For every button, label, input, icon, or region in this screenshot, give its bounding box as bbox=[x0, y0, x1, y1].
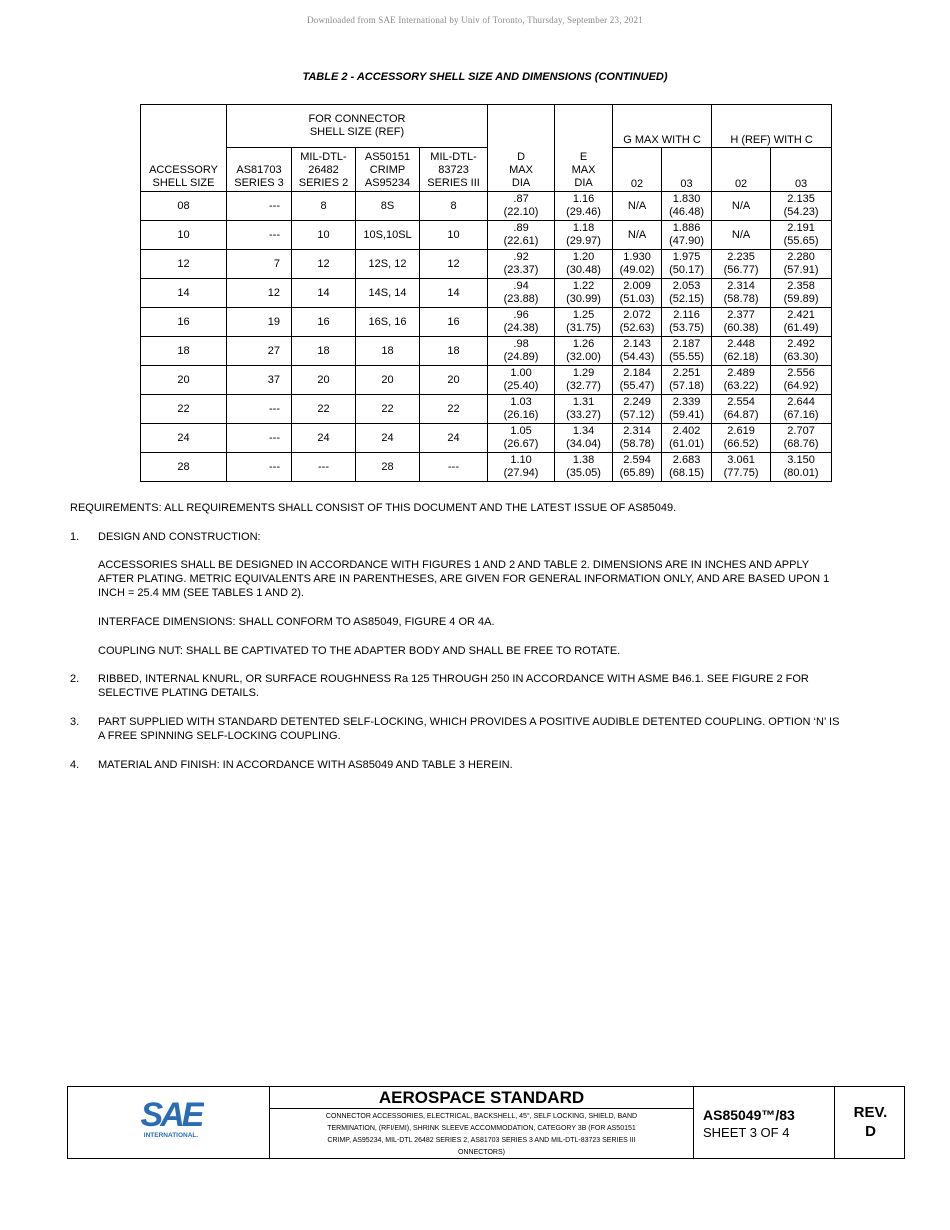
note-4-number: 4. bbox=[70, 759, 80, 771]
header-h02: 02 bbox=[712, 148, 771, 192]
table-cell: 2.009 (51.03) bbox=[613, 279, 662, 308]
table-cell: 1.886 (47.90) bbox=[662, 221, 712, 250]
table-cell: N/A bbox=[712, 221, 771, 250]
table-cell: 1.31 (33.27) bbox=[555, 395, 613, 424]
download-watermark: Downloaded from SAE International by Univ of Toronto, Thursday, September 23, 2021 bbox=[307, 15, 643, 25]
table-cell: 8S bbox=[356, 192, 420, 221]
table-cell: 7 bbox=[227, 250, 292, 279]
table-cell: 16S, 16 bbox=[356, 308, 420, 337]
sae-logo-icon bbox=[138, 1096, 204, 1140]
table-row bbox=[141, 366, 832, 395]
table-cell: --- bbox=[227, 221, 292, 250]
revision-cell bbox=[835, 1087, 906, 1158]
table-cell: 2.492 (63.30) bbox=[771, 337, 832, 366]
table-cell: 1.29 (32.77) bbox=[555, 366, 613, 395]
table-cell: .87 (22.10) bbox=[488, 192, 555, 221]
table-cell: 16 bbox=[420, 308, 488, 337]
document-number-cell bbox=[694, 1087, 835, 1158]
header-d-max: D MAX DIA bbox=[488, 105, 555, 192]
header-g-max: G MAX WITH C bbox=[613, 105, 712, 148]
table-cell: 19 bbox=[227, 308, 292, 337]
table-cell: 3.061 (77.75) bbox=[712, 453, 771, 482]
table-cell: 18 bbox=[141, 337, 227, 366]
header-e-max: E MAX DIA bbox=[555, 105, 613, 192]
table-body bbox=[141, 192, 832, 482]
table-cell: 2.314 (58.78) bbox=[613, 424, 662, 453]
table-row bbox=[141, 279, 832, 308]
note-2-text: RIBBED, INTERNAL KNURL, OR SURFACE ROUGHNESS Ra 125 THROUGH 250 IN ACCORDANCE WITH ASME B46.1. SEE FIGURE 2 FOR SELECTIVE PLATING DETAILS. bbox=[98, 673, 809, 699]
header-g03: 03 bbox=[662, 148, 712, 192]
table-cell: 37 bbox=[227, 366, 292, 395]
table-cell: 20 bbox=[420, 366, 488, 395]
table-cell: 1.34 (34.04) bbox=[555, 424, 613, 453]
table-cell: 1.18 (29.97) bbox=[555, 221, 613, 250]
table-cell: 27 bbox=[227, 337, 292, 366]
table-cell: 22 bbox=[356, 395, 420, 424]
table-cell: 2.053 (52.15) bbox=[662, 279, 712, 308]
note-3-text: PART SUPPLIED WITH STANDARD DETENTED SELF-LOCKING, WHICH PROVIDES A POSITIVE AUDIBLE DETENTED COUPLING. OPTION ‘N’ IS A FREE SPINNING SELF-LOCKING COUPLING. bbox=[98, 716, 840, 742]
table-row bbox=[141, 453, 832, 482]
note-3-number: 3. bbox=[70, 716, 80, 728]
table-cell: 1.22 (30.99) bbox=[555, 279, 613, 308]
table-cell: .92 (23.37) bbox=[488, 250, 555, 279]
document-number: AS85049™/83 bbox=[703, 1107, 795, 1123]
table-cell: 1.38 (35.05) bbox=[555, 453, 613, 482]
table-cell: 24 bbox=[292, 424, 356, 453]
table-cell: 2.377 (60.38) bbox=[712, 308, 771, 337]
table-cell: 2.707 (68.76) bbox=[771, 424, 832, 453]
note-2-number: 2. bbox=[70, 673, 80, 685]
note-1-title: DESIGN AND CONSTRUCTION: bbox=[98, 531, 261, 543]
table-cell: 28 bbox=[356, 453, 420, 482]
table-cell: 16 bbox=[141, 308, 227, 337]
note-4-text: MATERIAL AND FINISH: IN ACCORDANCE WITH AS85049 AND TABLE 3 HEREIN. bbox=[98, 759, 513, 771]
table-cell: --- bbox=[227, 453, 292, 482]
table-row bbox=[141, 337, 832, 366]
table-cell: 1.05 (26.67) bbox=[488, 424, 555, 453]
table-cell: 2.402 (61.01) bbox=[662, 424, 712, 453]
header-accessory-shell-size: ACCESSORY SHELL SIZE bbox=[141, 105, 227, 192]
table-cell: 22 bbox=[141, 395, 227, 424]
table-cell: .96 (24.38) bbox=[488, 308, 555, 337]
table-cell: 1.26 (32.00) bbox=[555, 337, 613, 366]
table-cell: 18 bbox=[292, 337, 356, 366]
table-cell: 2.184 (55.47) bbox=[613, 366, 662, 395]
header-for-connector: FOR CONNECTOR SHELL SIZE (REF) bbox=[227, 105, 488, 148]
table-cell: N/A bbox=[613, 192, 662, 221]
revision bbox=[835, 1103, 906, 1141]
table-cell: 20 bbox=[141, 366, 227, 395]
table-cell: 2.554 (64.87) bbox=[712, 395, 771, 424]
standard-description: CONNECTOR ACCESSORIES, ELECTRICAL, BACKSHELL, 45°, SELF LOCKING, SHIELD, BAND TERMINATION, (RFI/EMI), SHRINK SLEEVE ACCOMMODATION, CATEGORY 3B (FOR AS50151 CRIMP, AS95234, MIL-DTL 26482 SERIES 2, AS81703 SERIES 3 AND MIL-DTL-83723 SERIES III ONNECTORS) bbox=[325, 1113, 638, 1156]
table-cell: 2.251 (57.18) bbox=[662, 366, 712, 395]
requirements-text: REQUIREMENTS: ALL REQUIREMENTS SHALL CONSIST OF THIS DOCUMENT AND THE LATEST ISSUE OF AS85049. bbox=[70, 502, 677, 514]
table-cell: 10 bbox=[420, 221, 488, 250]
table-cell: 1.830 (46.48) bbox=[662, 192, 712, 221]
note-1-p2-text: INTERFACE DIMENSIONS: SHALL CONFORM TO AS85049, FIGURE 4 OR 4A. bbox=[98, 616, 495, 628]
table-title: TABLE 2 - ACCESSORY SHELL SIZE AND DIMENSIONS (CONTINUED) bbox=[302, 71, 668, 83]
table-cell: 1.975 (50.17) bbox=[662, 250, 712, 279]
table-cell: 12 bbox=[292, 250, 356, 279]
table-cell: 2.683 (68.15) bbox=[662, 453, 712, 482]
table-cell: 22 bbox=[420, 395, 488, 424]
table-cell: 18 bbox=[420, 337, 488, 366]
table-cell: 2.644 (67.16) bbox=[771, 395, 832, 424]
requirements-statement bbox=[70, 501, 860, 515]
table-cell: 14 bbox=[420, 279, 488, 308]
table-cell: --- bbox=[227, 395, 292, 424]
table-cell: 2.489 (63.22) bbox=[712, 366, 771, 395]
table-row bbox=[141, 221, 832, 250]
sae-logo-subtitle: INTERNATIONAL. bbox=[143, 1132, 199, 1139]
table-cell: 20 bbox=[292, 366, 356, 395]
standard-heading: AEROSPACE STANDARD bbox=[270, 1087, 693, 1109]
header-h-ref: H (REF) WITH C bbox=[712, 105, 832, 148]
table-row bbox=[141, 250, 832, 279]
table-cell: 14 bbox=[292, 279, 356, 308]
revision-value: D bbox=[865, 1123, 876, 1140]
table-cell: 1.20 (30.48) bbox=[555, 250, 613, 279]
table-cell: .89 (22.61) bbox=[488, 221, 555, 250]
table-cell: 2.280 (57.91) bbox=[771, 250, 832, 279]
table-cell: 10 bbox=[292, 221, 356, 250]
table-cell: 1.25 (31.75) bbox=[555, 308, 613, 337]
header-as81703: AS81703 SERIES 3 bbox=[227, 148, 292, 192]
note-1-p3-text: COUPLING NUT: SHALL BE CAPTIVATED TO THE ADAPTER BODY AND SHALL BE FREE TO ROTATE. bbox=[98, 645, 621, 657]
table-cell: 14 bbox=[141, 279, 227, 308]
table-cell: 2.191 (55.65) bbox=[771, 221, 832, 250]
title-block bbox=[67, 1086, 905, 1159]
table-cell: 1.10 (27.94) bbox=[488, 453, 555, 482]
table-cell: 2.143 (54.43) bbox=[613, 337, 662, 366]
table-cell: .94 (23.88) bbox=[488, 279, 555, 308]
table-row bbox=[141, 395, 832, 424]
table-cell: 16 bbox=[292, 308, 356, 337]
table-cell: 12S, 12 bbox=[356, 250, 420, 279]
table-cell: N/A bbox=[613, 221, 662, 250]
table-row bbox=[141, 424, 832, 453]
table-cell: 24 bbox=[141, 424, 227, 453]
table-cell: 2.339 (59.41) bbox=[662, 395, 712, 424]
note-1-number: 1. bbox=[70, 531, 80, 543]
header-g02: 02 bbox=[613, 148, 662, 192]
table-cell: 2.556 (64.92) bbox=[771, 366, 832, 395]
table-cell: --- bbox=[420, 453, 488, 482]
table-cell: 8 bbox=[292, 192, 356, 221]
revision-label: REV. bbox=[853, 1104, 888, 1121]
table-cell: 18 bbox=[356, 337, 420, 366]
table-cell: N/A bbox=[712, 192, 771, 221]
table-cell: 2.448 (62.18) bbox=[712, 337, 771, 366]
table-cell: 20 bbox=[356, 366, 420, 395]
table-cell: --- bbox=[227, 424, 292, 453]
table-cell: 24 bbox=[420, 424, 488, 453]
table-cell: --- bbox=[227, 192, 292, 221]
table-cell: 2.249 (57.12) bbox=[613, 395, 662, 424]
table-cell: 2.187 (55.55) bbox=[662, 337, 712, 366]
table-cell: 10S,10SL bbox=[356, 221, 420, 250]
table-cell: 1.03 (26.16) bbox=[488, 395, 555, 424]
header-mil-83723: MIL-DTL-83723 SERIES III bbox=[420, 148, 488, 192]
table-cell: --- bbox=[292, 453, 356, 482]
table-cell: 1.16 (29.46) bbox=[555, 192, 613, 221]
table-cell: 2.358 (59.89) bbox=[771, 279, 832, 308]
table-row bbox=[141, 308, 832, 337]
sheet-number: SHEET 3 OF 4 bbox=[703, 1125, 790, 1140]
table-cell: 2.619 (66.52) bbox=[712, 424, 771, 453]
table-cell: 2.135 (54.23) bbox=[771, 192, 832, 221]
table-cell: 1.00 (25.40) bbox=[488, 366, 555, 395]
title-cell bbox=[270, 1087, 694, 1158]
table-cell: 2.594 (65.89) bbox=[613, 453, 662, 482]
table-cell: 12 bbox=[227, 279, 292, 308]
table-cell: 2.314 (58.78) bbox=[712, 279, 771, 308]
table-cell: 1.930 (49.02) bbox=[613, 250, 662, 279]
dimensions-table bbox=[140, 104, 832, 482]
table-cell: 22 bbox=[292, 395, 356, 424]
table-cell: 10 bbox=[141, 221, 227, 250]
header-mil-26482: MIL-DTL-26482 SERIES 2 bbox=[292, 148, 356, 192]
table-row bbox=[141, 192, 832, 221]
table-cell: 2.235 (56.77) bbox=[712, 250, 771, 279]
table-cell: 2.116 (53.75) bbox=[662, 308, 712, 337]
header-as50151: AS50151 CRIMP AS95234 bbox=[356, 148, 420, 192]
table-cell: 3.150 (80.01) bbox=[771, 453, 832, 482]
table-cell: 14S, 14 bbox=[356, 279, 420, 308]
table-cell: 08 bbox=[141, 192, 227, 221]
table-cell: 2.421 (61.49) bbox=[771, 308, 832, 337]
header-h03: 03 bbox=[771, 148, 832, 192]
table-cell: 12 bbox=[420, 250, 488, 279]
table-cell: 24 bbox=[356, 424, 420, 453]
table-cell: .98 (24.89) bbox=[488, 337, 555, 366]
logo-cell bbox=[68, 1087, 270, 1158]
table-cell: 8 bbox=[420, 192, 488, 221]
note-1-p1-text: ACCESSORIES SHALL BE DESIGNED IN ACCORDANCE WITH FIGURES 1 AND 2 AND TABLE 2. DIMENSIONS ARE IN INCHES AND APPLY AFTER PLATING. METRIC EQUIVALENTS ARE IN PARENTHESES, ARE GIVEN FOR GENERAL INFORMATION ONLY, AND ARE BASED UPON 1 INCH = 25.4 MM (SEE TABLES 1 AND 2). bbox=[98, 559, 830, 599]
table-cell: 2.072 (52.63) bbox=[613, 308, 662, 337]
sae-logo-mark: SAE bbox=[140, 1096, 202, 1134]
table-cell: 28 bbox=[141, 453, 227, 482]
table-cell: 12 bbox=[141, 250, 227, 279]
